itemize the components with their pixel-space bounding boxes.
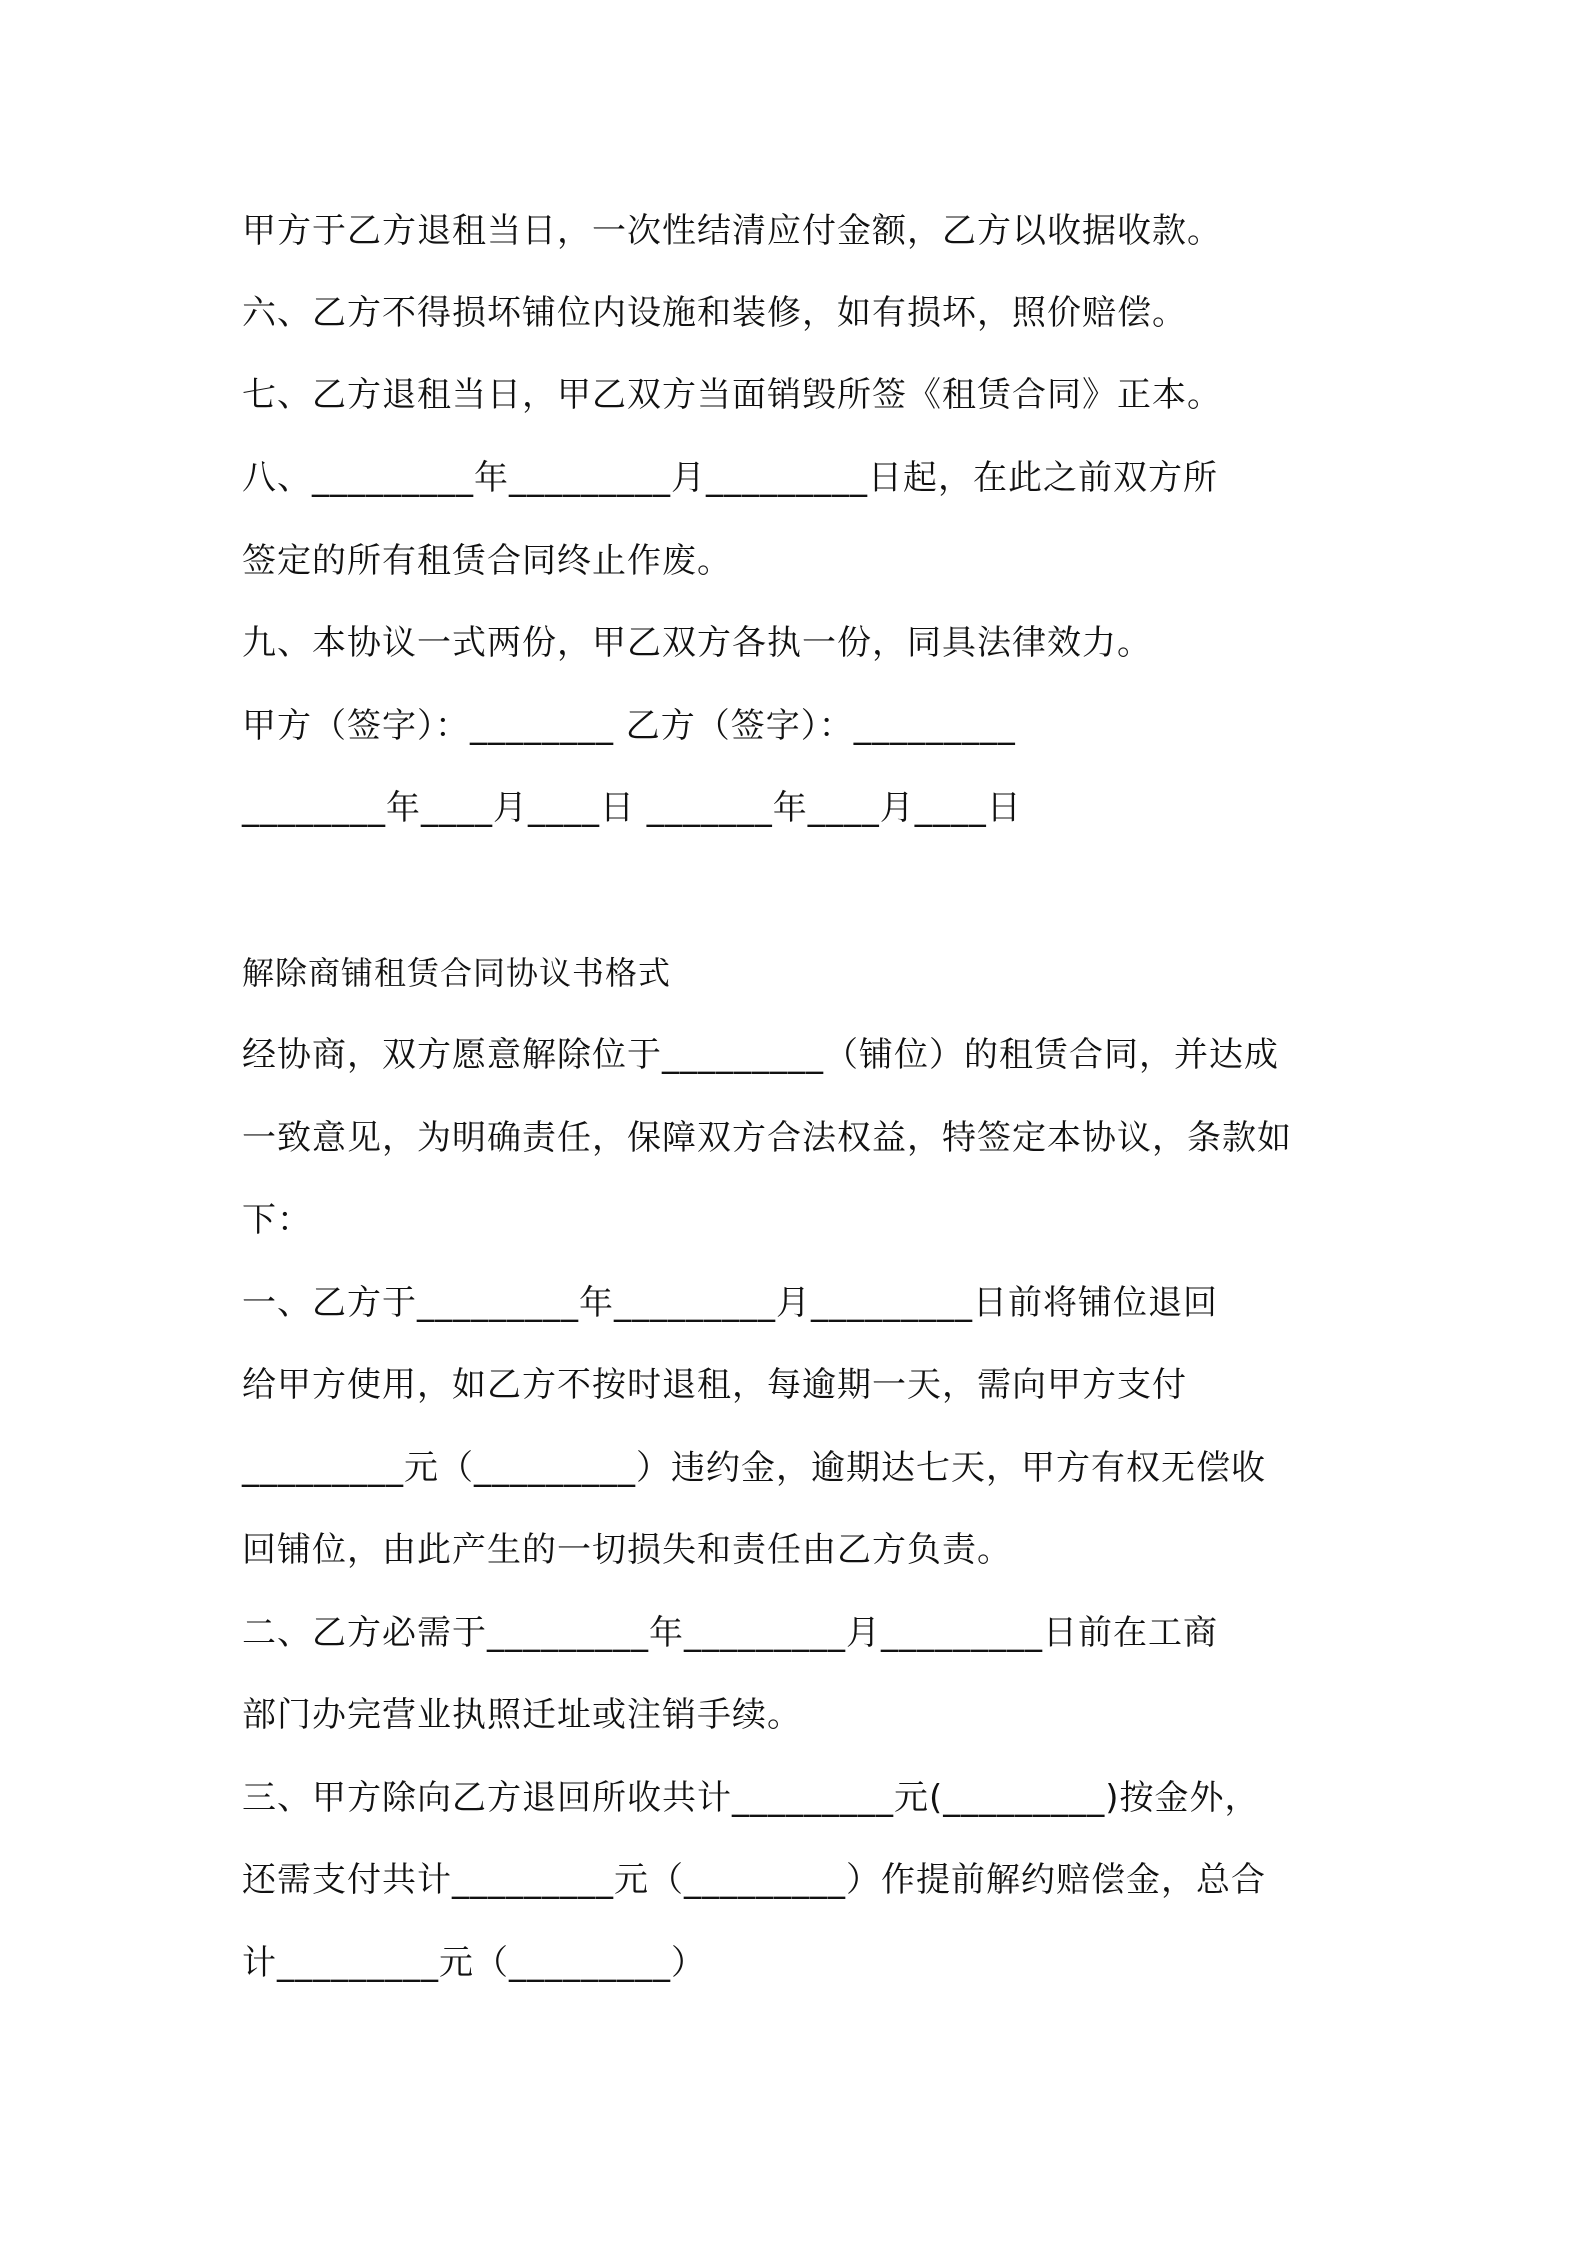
intro-line-2: 一致意见，为明确责任，保障双方合法权益，特签定本协议，条款如: [242, 1118, 1292, 1158]
signature-line: 甲方（签字）：________ 乙方（签字）：_________: [242, 706, 1016, 746]
clause-3-line-1: 三、甲方除向乙方退回所收共计_________元(_________)按金外，: [242, 1778, 1260, 1818]
clause-7-destroy-contract: 七、乙方退租当日，甲乙双方当面销毁所签《租赁合同》正本。: [242, 375, 1222, 415]
clause-3-line-2: 还需支付共计_________元（_________）作提前解约赔偿金，总合: [242, 1860, 1266, 1900]
clause-9-copies: 九、本协议一式两份，甲乙双方各执一份，同具法律效力。: [242, 623, 1152, 663]
clause-1-line-4: 回铺位，由此产生的一切损失和责任由乙方负责。: [242, 1530, 1012, 1570]
intro-line-3: 下：: [242, 1200, 312, 1240]
clause-8-termination-date: 八、_________年_________月_________日起，在此之前双方所: [242, 458, 1218, 498]
clause-1-line-2: 给甲方使用，如乙方不按时退租，每逾期一天，需向甲方支付: [242, 1365, 1187, 1405]
paragraph-payment-settlement: 甲方于乙方退租当日，一次性结清应付金额，乙方以收据收款。: [242, 211, 1222, 251]
clause-2-line-1: 二、乙方必需于_________年_________月_________日前在工商: [242, 1613, 1218, 1653]
clause-2-line-2: 部门办完营业执照迁址或注销手续。: [242, 1695, 802, 1735]
clause-3-line-3: 计_________元（_________）: [242, 1943, 706, 1983]
clause-1-line-3: _________元（_________）违约金，逾期达七天，甲方有权无偿收: [242, 1448, 1266, 1488]
clause-6-no-damage: 六、乙方不得损坏铺位内设施和装修，如有损坏，照价赔偿。: [242, 293, 1187, 333]
intro-line-1: 经协商，双方愿意解除位于_________（铺位）的租赁合同，并达成: [242, 1035, 1279, 1075]
clause-1-line-1: 一、乙方于_________年_________月_________日前将铺位退回: [242, 1283, 1218, 1323]
section-heading: 解除商铺租赁合同协议书格式: [242, 954, 672, 992]
signature-date-line: ________年____月____日 _______年____月____日: [242, 788, 1022, 828]
clause-8-continued: 签定的所有租赁合同终止作废。: [242, 541, 732, 581]
